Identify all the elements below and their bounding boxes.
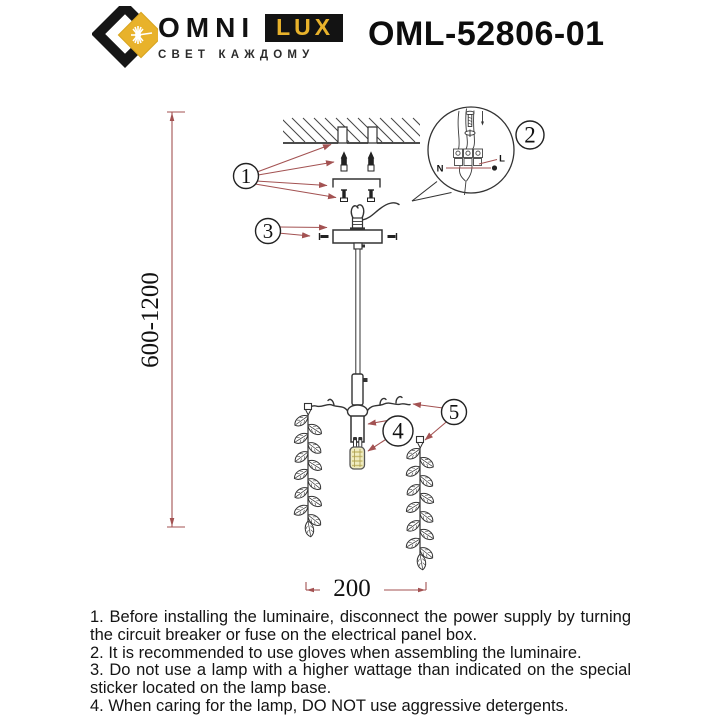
anchor-bolts <box>341 153 374 172</box>
hanging-loop <box>350 205 365 229</box>
svg-text:3: 3 <box>262 219 274 243</box>
callout-5 <box>442 400 467 425</box>
left-leaf-strand <box>292 404 324 538</box>
mounting-bracket <box>333 179 380 187</box>
brand-tagline: СВЕТ КАЖДОМУ <box>158 49 315 61</box>
instruction-item: 2. It is recommended to use gloves when assembling the luminaire. <box>90 643 582 662</box>
power-wire <box>363 203 400 220</box>
neutral-label: N <box>436 163 444 175</box>
live-label: L <box>499 153 505 165</box>
drill-hole <box>338 127 347 143</box>
callout-2 <box>516 121 544 149</box>
brand-lux-badge: LUX <box>265 14 343 42</box>
callout-3 <box>256 219 281 244</box>
instructions-list <box>90 609 631 716</box>
brand-omni-text: OMNI <box>158 12 256 43</box>
instruction-item: 1. Before installing the luminaire, disconnect the power supply by turning the circuit breaker or fuse on the electrical panel box. <box>90 608 631 644</box>
callout-4 <box>383 416 413 446</box>
svg-text:1: 1 <box>240 164 252 188</box>
right-leaf-strand <box>404 437 436 571</box>
ceiling-section <box>270 118 437 143</box>
callout-arrows <box>255 145 448 452</box>
width-dimension <box>306 575 426 602</box>
bracket-screws <box>341 190 375 202</box>
lamp-socket <box>348 405 368 442</box>
model-number: OML-52806-01 <box>368 15 605 53</box>
callout-1 <box>234 164 259 189</box>
width-dimension-label: 200 <box>333 575 371 602</box>
wiring-detail-balloon <box>412 107 514 201</box>
ceiling-canopy <box>320 230 397 249</box>
suspension-rod <box>356 249 360 374</box>
height-dimension <box>137 112 185 527</box>
terminal-block <box>454 149 483 166</box>
svg-text:4: 4 <box>392 418 404 444</box>
drill-hole <box>368 127 377 143</box>
height-dimension-label: 600-1200 <box>137 272 164 368</box>
svg-text:5: 5 <box>448 400 460 424</box>
ground-screw <box>492 165 497 170</box>
instruction-item: 4. When caring for the lamp, DO NOT use aggressive detergents. <box>90 696 569 715</box>
height-adjuster <box>352 374 368 405</box>
instruction-item: 3. Do not use a lamp with a higher wattage than indicated on the special sticker located on the lamp base. <box>90 661 631 698</box>
svg-text:2: 2 <box>524 122 536 148</box>
